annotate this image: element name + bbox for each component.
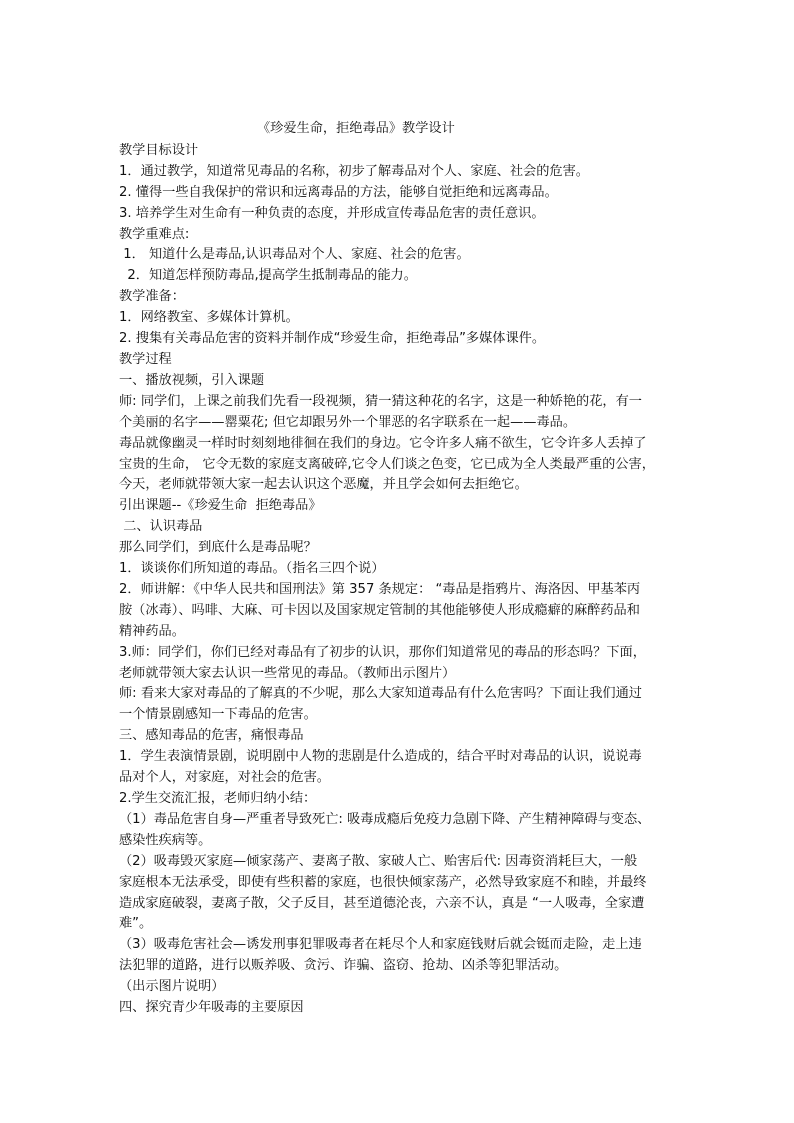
text-line: 师: 看来大家对毒品的了解真的不少呢，那么大家知道毒品有什么危害吗？下面让我们通过	[119, 686, 642, 702]
text-line: 教学目标设计	[119, 142, 199, 158]
text-line: 造成家庭破裂，妻离子散，父子反目，甚至道德沦丧，六亲不认，真是 “一人吸毒，全家遭	[119, 895, 645, 911]
text-line: 2. 懂得一些自我保护的常识和远离毒品的方法，能够自觉拒绝和远离毒品。	[119, 184, 558, 200]
text-line: 三、感知毒品的危害，痛恨毒品	[119, 728, 304, 744]
text-line: 教学重难点:	[119, 226, 190, 242]
text-line: 宝贵的生命， 它令无数的家庭支离破碎,它令人们谈之色变，它已成为全人类最严重的公害，	[119, 456, 655, 472]
document-title: 《珍爱生命，拒绝毒品》教学设计	[257, 121, 455, 136]
text-line: 2. 搜集有关毒品危害的资料并制作成“珍爱生命，拒绝毒品”多媒体课件。	[119, 331, 546, 347]
text-line: 个美丽的名字——罂粟花; 但它却跟另外一个罪恶的名字联系在一起——毒品。	[119, 414, 577, 430]
text-line: 老师就带领大家去认识一些常见的毒品。（教师出示图片）	[119, 665, 456, 681]
text-line: 二、认识毒品	[119, 519, 203, 535]
text-line: 2.学生交流汇报，老师归纳小结：	[119, 791, 317, 806]
text-line: 法犯罪的道路，进行以贩养吸、贪污、诈骗、盗窃、抢劫、凶杀等犯罪活动。	[119, 958, 568, 974]
text-line: 胺（冰毒）、吗啡、大麻、可卡因以及国家规定管制的其他能够使人形成瘾癖的麻醉药品和	[119, 602, 640, 618]
text-line: 引出课题--《珍爱生命 拒绝毒品》	[119, 498, 322, 514]
text-line: 教学准备：	[119, 289, 185, 305]
text-line: 3.师：同学们，你们已经对毒品有了初步的认识，那你们知道常见的毒品的形态吗？下面，	[119, 644, 646, 660]
text-line: 品对个人，对家庭，对社会的危害。	[119, 770, 330, 786]
text-line: 教学过程	[119, 351, 172, 367]
text-line: 1．网络教室、多媒体计算机。	[119, 310, 299, 326]
text-line: （3）吸毒危害社会—诱发刑事犯罪吸毒者在耗尽个人和家庭钱财后就会铤而走险，走上违	[119, 937, 642, 953]
text-line: （2）吸毒毁灭家庭—倾家荡产、妻离子散、家破人亡、贻害后代: 因毒资消耗巨大，一般	[119, 853, 638, 869]
text-line: 那么同学们，到底什么是毒品呢？	[119, 540, 317, 556]
text-line: （出示图片说明）	[119, 979, 225, 995]
text-line: 感染性疾病等。	[119, 832, 212, 848]
text-line: 2．知道怎样预防毒品,提高学生抵制毒品的能力。	[119, 268, 417, 284]
text-line: 一个情景剧感知一下毒品的危害。	[119, 707, 317, 723]
document-text	[119, 141, 679, 1019]
text-line: （1）毒品危害自身—严重者导致死亡: 吸毒成瘾后免疫力急剧下降、产生精神障碍与变态、	[119, 811, 651, 827]
text-line: 今天，老师就带领大家一起去认识这个恶魔，并且学会如何去拒绝它。	[119, 477, 528, 493]
text-line: 2．师讲解：《中华人民共和国刑法》第 357 条规定： “毒品是指鸦片、海洛因、甲基苯丙	[119, 581, 641, 597]
text-line: 3. 培养学生对生命有一种负责的态度，并形成宣传毒品危害的责任意识。	[119, 205, 545, 221]
text-line: 难”。	[119, 916, 153, 932]
text-line: 家庭根本无法承受，即使有些积蓄的家庭，也很快倾家荡产，必然导致家庭不和睦，并最终	[119, 874, 647, 890]
text-line: 精神药品。	[119, 623, 185, 639]
text-line: 1．学生表演情景剧，说明剧中人物的悲剧是什么造成的，结合平时对毒品的认识，说说毒	[119, 749, 642, 765]
text-line: 1． 知道什么是毒品,认识毒品对个人、家庭、社会的危害。	[119, 247, 470, 263]
text-line: 一、播放视频，引入课题	[119, 372, 265, 388]
text-line: 毒品就像幽灵一样时时刻刻地徘徊在我们的身边。它令许多人痛不欲生，它令许多人丢掉了	[119, 435, 647, 451]
text-line: 1．谈谈你们所知道的毒品。（指名三四个说）	[119, 561, 385, 577]
text-line: 四、探究青少年吸毒的主要原因	[119, 1000, 304, 1016]
document-body	[119, 119, 679, 1019]
text-line: 师: 同学们，上课之前我们先看一段视频，猜一猜这种花的名字，这是一种娇艳的花，有一	[119, 393, 642, 409]
text-line: 1．通过教学，知道常见毒品的名称，初步了解毒品对个人、家庭、社会的危害。	[119, 163, 589, 179]
